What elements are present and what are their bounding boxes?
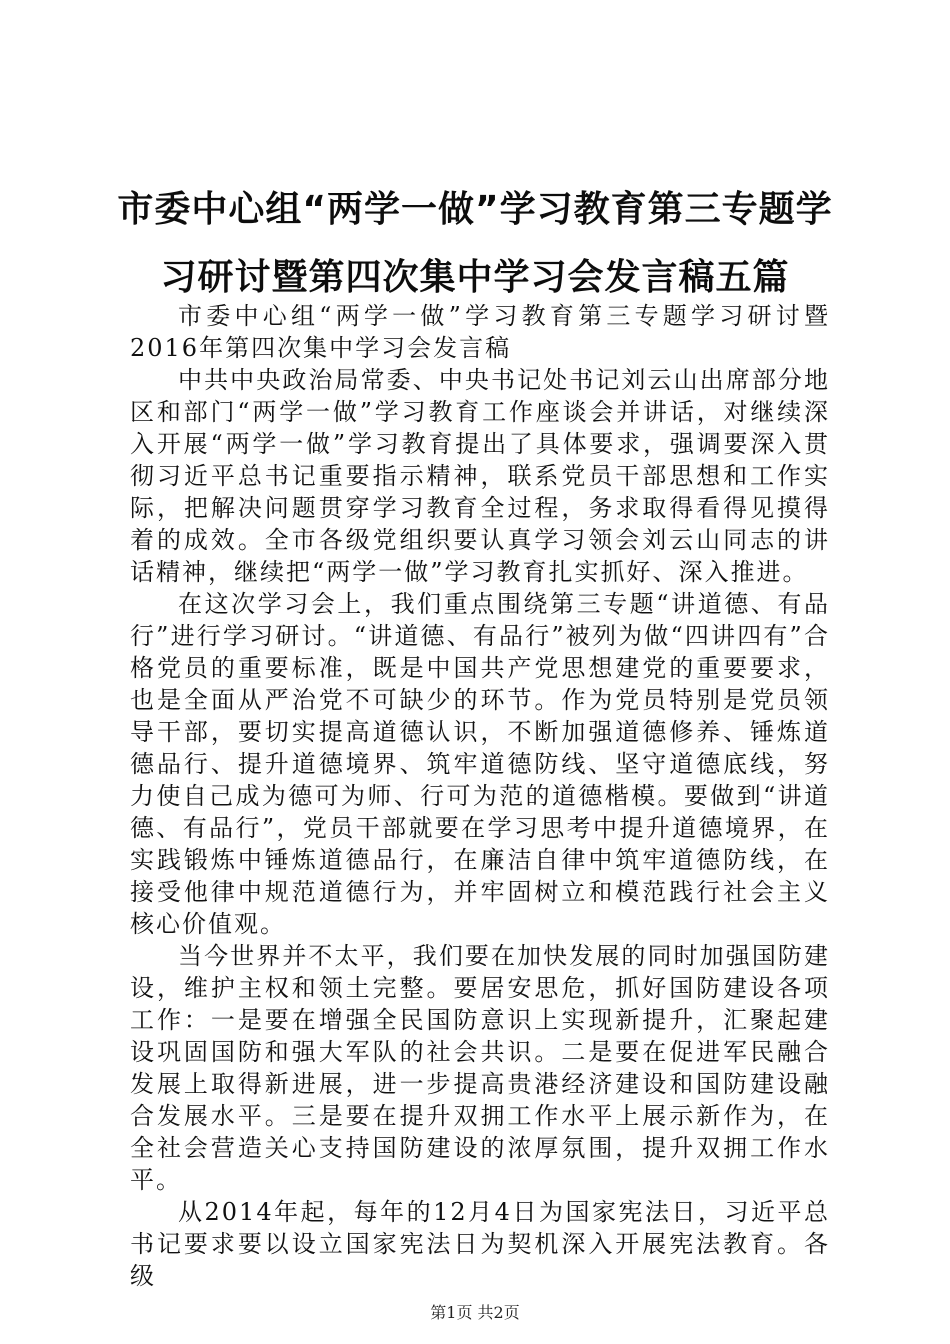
title-line-1: 市委中心组“两学一做”学习教育第三专题学 xyxy=(117,189,833,230)
paragraph-subtitle: 市委中心组“两学一做”学习教育第三专题学习研讨暨2016年第四次集中学习会发言稿 xyxy=(130,302,830,362)
document-title xyxy=(110,176,840,312)
paragraph: 从2014年起，每年的12月4日为国家宪法日，习近平总书记要求要以设立国家宪法日为契机深入开展宪法教育。各级 xyxy=(130,1198,830,1290)
paragraph: 在这次学习会上，我们重点围绕第三专题“讲道德、有品行”进行学习研讨。“讲道德、有品行”被列为做“四讲四有”合格党员的重要标准，既是中国共产党思想建党的重要要求，也是全面从严治党不可缺少的环节。作为党员特别是党员领导干部，要切实提高道德认识，不断加强道德修养、锤炼道德品行、提升道德境界、筑牢道德防线、坚守道德底线，努力使自己成为德可为师、行可为范的道德楷模。要做到“讲道德、有品行”，党员干部就要在学习思考中提升道德境界，在实践锻炼中锤炼道德品行，在廉洁自律中筑牢道德防线，在接受他律中规范道德行为，并牢固树立和模范践行社会主义核心价值观。 xyxy=(130,590,830,938)
document-body xyxy=(130,300,830,1292)
paragraph: 当今世界并不太平，我们要在加快发展的同时加强国防建设，维护主权和领土完整。要居安思危，抓好国防建设各项工作：一是要在增强全民国防意识上实现新提升，汇聚起建设巩固国防和强大军队的社会共识。二是要在促进军民融合发展上取得新进展，进一步提高贵港经济建设和国防建设融合发展水平。三是要在提升双拥工作水平上展示新作为，在全社会营造关心支持国防建设的浓厚氛围，提升双拥工作水平。 xyxy=(130,942,830,1194)
paragraph: 中共中央政治局常委、中央书记处书记刘云山出席部分地区和部门“两学一做”学习教育工作座谈会并讲话，对继续深入开展“两学一做”学习教育提出了具体要求，强调要深入贯彻习近平总书记重要指示精神，联系党员干部思想和工作实际，把解决问题贯穿学习教育全过程，务求取得看得见摸得着的成效。全市各级党组织要认真学习领会刘云山同志的讲话精神，继续把“两学一做”学习教育扎实抓好、深入推进。 xyxy=(130,366,830,586)
title-line-2: 习研讨暨第四次集中学习会发言稿五篇 xyxy=(160,257,790,298)
page-number-footer: 第1页 共2页 xyxy=(430,1303,520,1322)
